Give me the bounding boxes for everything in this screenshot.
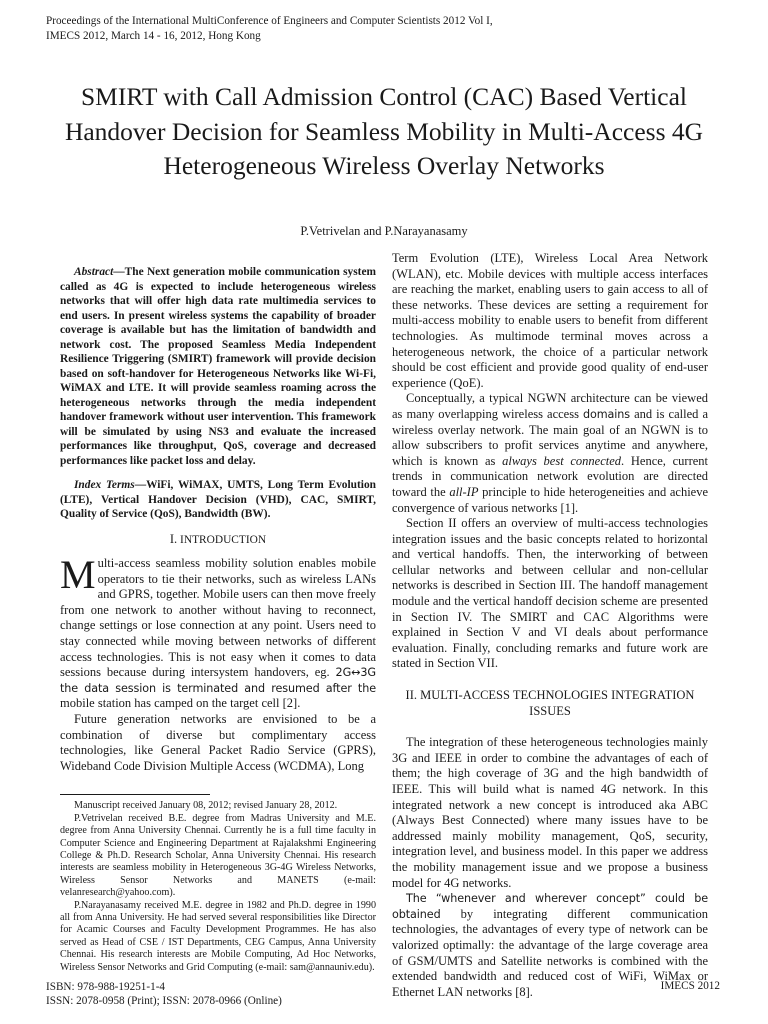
header-line-2: IMECS 2012, March 14 - 16, 2012, Hong Kong [46,30,261,42]
right-column [392,251,708,1000]
isbn: ISBN: 978-988-19251-1-4 [46,981,166,993]
index-terms-lead: Index Terms [74,479,135,491]
p5-b: by integrating different communication technologies, the advantages of every type of network can be valorized optimally: the advantage of the large coverage area of GSM/UMTS and Satellite networks is combined with the extended bandwidth and reduced cost of WiFi, WiMax or Ethernet LAN networks [8]. [392,906,709,999]
issn: ISSN: 2078-0958 (Print); ISSN: 2078-0966 (Online) [46,995,282,1007]
intro-paragraph-2: Future generation networks are envisioned to be a combination of diverse but complimentary access technologies, like General Packet Radio Service (GPRS), Wideband Code Division Multiple Access (WCDMA), Long [60,712,376,773]
right-paragraph-2 [392,391,708,516]
abstract-text: —The Next generation mobile communication system called as 4G is expected to include heterogeneous wireless networks that will offer high data rate multimedia services to end users. In present wireless systems the capability of broader coverage is available but has the limitation of bandwidth and network cost. The proposed Seamless Media Independent Resilience Triggering (SMIRT) framework will provide decision based on soft-handover for Heterogeneous Networks like Wi-Fi, WiMAX and LTE. It will provide seamless roaming across the heterogeneous networks through the media independent handover framework without user intervention. This framework will be simulated by using NS3 and evaluate the increased performances like throughput, QoS, coverage and decreased performances like packet loss and delay. [60,266,376,467]
header-line-1: Proceedings of the International MultiConference of Engineers and Computer Scientists 2012 Vol I, [46,15,493,27]
intro-paragraph-1 [60,552,376,712]
footnote-manuscript: Manuscript received January 08, 2012; revised January 28, 2012. [74,800,338,812]
page-footer-right: IMECS 2012 [660,980,720,992]
p5-mono: The “whenever and wherever concept” could be obtained [392,892,708,921]
footnote-author-1: P.Vetrivelan received B.E. degree from Madras University and M.E. degree from Anna University Chennai. Currently he is a full time faculty in Computer Science and Engineering Department at Rajalakshmi Engineering College & Ph.D. Research Scholar, Anna University Chennai. His research interests are seamless mobility in Heterogeneous 3G-4G Wireless Networks, Wireless Sensor Networks and MANETS (e-mail: velanresearch@yahoo.com). [60,812,376,899]
intro-p1-a: ulti-access seamless mobility solution enables mobile operators to tie their networks, such as wireless LANs and GPRS, together. Mobile users can then move freely from one network to another without having to reconnect, change settings or lose connection at any point. Users need to stay connected while moving between networks of different access technologies. This is not easy when it comes to data sessions because during intersystem handovers, eg. [60,556,376,680]
section-heading-2: II. MULTI-ACCESS TECHNOLOGIES INTEGRATION ISSUES [405,688,695,718]
right-paragraph-1: Term Evolution (LTE), Wireless Local Area Network (WLAN), etc. Mobile devices with multiple access interfaces are reaching the market, enabling users to gain access to all of these networks. These devices are setting a requirement for multi-access mobility to enable users to benefit from different technologies. As multimode terminal moves across a heterogeneous network, the choice of a particular network should be cost efficient and provide good quality of end-user experience (QoE). [392,251,708,390]
section-title: INTRODUCTION [180,533,267,546]
p2-emphasis: always best connected [502,453,622,468]
footnote-rule [60,794,210,795]
p2-mono: domains [583,407,631,421]
p2-emphasis-2: all-IP [449,484,479,499]
drop-cap: M [60,552,96,598]
intro-p1-mono: 2G↔3G the data session is terminated and resumed after the [60,666,376,695]
right-paragraph-3: Section II offers an overview of multi-access technologies integration issues and the basic concepts related to horizontal and vertical handoffs. Then, the interworking of between cellular networks and between cellular and non-cellular networks is described in Section III. The handoff management module and the vertical handoff decision scheme are presented in Section IV. The SMIRT and CAC Algorithms were explained in Section V and VI deals about performance evaluation. Finally, concluding remarks and future work are stated in Section VII. [392,516,708,671]
page-footer-left [46,980,282,1008]
p2-b: and is called a wireless overlay network. The main goal of an NGWN is to allow subscribers to profit services anytime and anywhere, which is known as [392,406,708,468]
section-heading-introduction [60,532,376,549]
p2-c: . Hence, current trends in communication network evolution are directed toward the [392,453,709,499]
index-terms [60,478,376,522]
section-number: I. [169,531,178,546]
abstract [60,265,376,468]
page-header [46,14,736,44]
right-paragraph-4: The integration of these heterogeneous technologies mainly 3G and IEEE in order to combine the advantages of each of them; the high coverage of 3G and the high bandwidth of IEEE. This will build what is named 4G network. In this integrated network a new concept is introduced aka ABC (Always Best Connected) where many issues have to be addressed mainly mobility management, QoS, security, integration level, and business model. In this paper we address the mobility management issue and we propose a business model for 4G networks. [392,735,708,890]
left-column [60,251,376,974]
authors: P.Vetrivelan and P.Narayanasamy [300,224,468,238]
p2-d: principle to hide heterogeneities and achieve convergence of various networks [1]. [392,484,709,515]
abstract-lead: Abstract [74,266,114,278]
paper-title: SMIRT with Call Admission Control (CAC) Based Vertical Handover Decision for Seamless Mobility in Multi-Access 4G Heterogeneous Wireless Overlay Networks [64,82,704,180]
intro-p1-b: mobile station has camped on the target cell [2]. [60,696,301,711]
index-terms-text: —WiFi, WiMAX, UMTS, Long Term Evolution (LTE), Vertical Handover Decision (VHD), CAC, SMIRT, Quality of Service (QoS), Bandwidth (BW). [60,479,376,520]
p2-a: Conceptually, a typical NGWN architecture can be viewed as many overlapping wireless access [392,391,708,421]
footnote-author-2: P.Narayanasamy received M.E. degree in 1982 and Ph.D. degree in 1990 all from Anna University. He had served several responsibilities like Director for Acamic Courses and Faculty Development Programmes. He has also served as Head of CSE / IST Departments, CEG Campus, Anna University Chennai. His research interests are Mobile Computing, Ad Hoc Networks, Wireless Sensor Networks and Grid Computing (e-mail: sam@annauniv.edu). [60,899,376,973]
